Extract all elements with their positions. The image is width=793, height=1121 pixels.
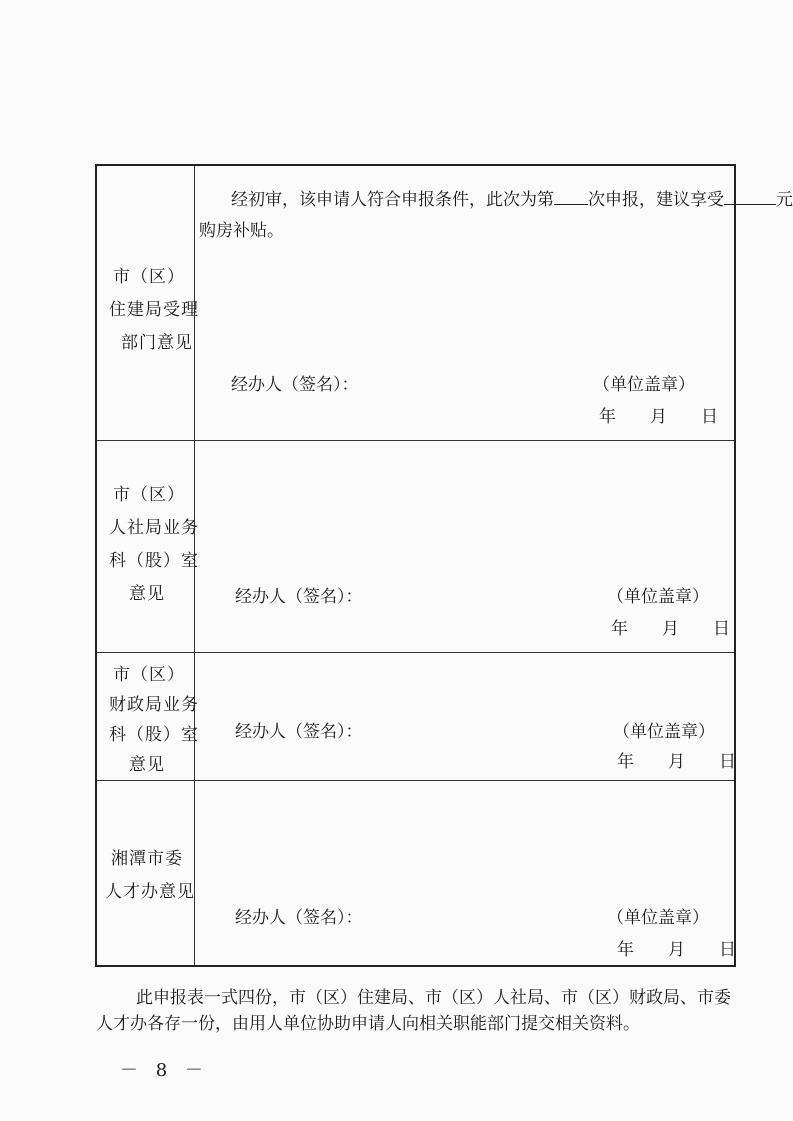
hr-bureau-opinion <box>195 441 734 652</box>
label-line: 部门意见 <box>121 333 193 353</box>
label-line: 湘潭市委 <box>111 849 183 869</box>
page-number: － 8 － <box>120 1060 209 1081</box>
talent-office-opinion <box>195 781 734 965</box>
label-line: 意见 <box>129 755 165 775</box>
label-line: 市（区） <box>113 485 185 505</box>
label-line: 科（股）室 <box>109 725 199 745</box>
handler-signature[interactable]: 经办人（签名）： <box>235 908 363 928</box>
unit-seal: （单位盖章） <box>607 908 709 928</box>
label-line: 人社局业务 <box>109 518 199 538</box>
handler-signature[interactable]: 经办人（签名）： <box>231 375 359 395</box>
date-field[interactable]: 年 月 日 <box>617 752 736 772</box>
label-line: 住建局受理 <box>109 300 199 320</box>
opinion-line-2: 购房补贴。 <box>199 221 284 241</box>
label-line: 财政局业务 <box>109 695 199 715</box>
label-line: 市（区） <box>113 267 185 287</box>
opinion-text-a: 经初审，该申请人符合申报条件，此次为第 <box>231 190 554 210</box>
finance-bureau-label <box>97 653 199 780</box>
subsidy-amount-blank[interactable] <box>724 190 776 205</box>
label-line: 意见 <box>129 584 165 604</box>
label-line: 人才办意见 <box>105 882 195 902</box>
date-field[interactable]: 年 月 日 <box>599 407 718 427</box>
talent-office-label <box>97 781 195 965</box>
talent-office-row <box>97 781 734 965</box>
hr-bureau-row <box>97 441 734 653</box>
date-field[interactable]: 年 月 日 <box>617 940 736 960</box>
date-field[interactable]: 年 月 日 <box>611 619 730 639</box>
unit-seal: （单位盖章） <box>607 587 709 607</box>
unit-seal: （单位盖章） <box>613 722 715 742</box>
housing-bureau-label <box>97 166 199 440</box>
finance-bureau-opinion <box>195 653 734 780</box>
housing-bureau-row <box>97 166 793 441</box>
footer-note-line-1: 此申报表一式四份，市（区）住建局、市（区）人社局、市（区）财政局、市委 <box>136 988 731 1008</box>
opinion-text-c: 元 <box>776 190 793 210</box>
finance-bureau-row <box>97 653 734 781</box>
handler-signature[interactable]: 经办人（签名）： <box>235 722 363 742</box>
hr-bureau-label <box>97 441 199 652</box>
footer-note-line-2: 人才办各存一份，由用人单位协助申请人向相关职能部门提交相关资料。 <box>96 1014 640 1034</box>
handler-signature[interactable]: 经办人（签名）： <box>235 587 363 607</box>
label-line: 科（股）室 <box>109 551 199 571</box>
housing-bureau-opinion <box>195 166 793 440</box>
label-line: 市（区） <box>113 665 185 685</box>
unit-seal: （单位盖章） <box>593 375 695 395</box>
submission-count-blank[interactable] <box>554 190 588 205</box>
opinion-text-b: 次申报，建议享受 <box>588 190 724 210</box>
approval-form-table <box>95 164 793 967</box>
opinion-line-1 <box>231 189 793 211</box>
